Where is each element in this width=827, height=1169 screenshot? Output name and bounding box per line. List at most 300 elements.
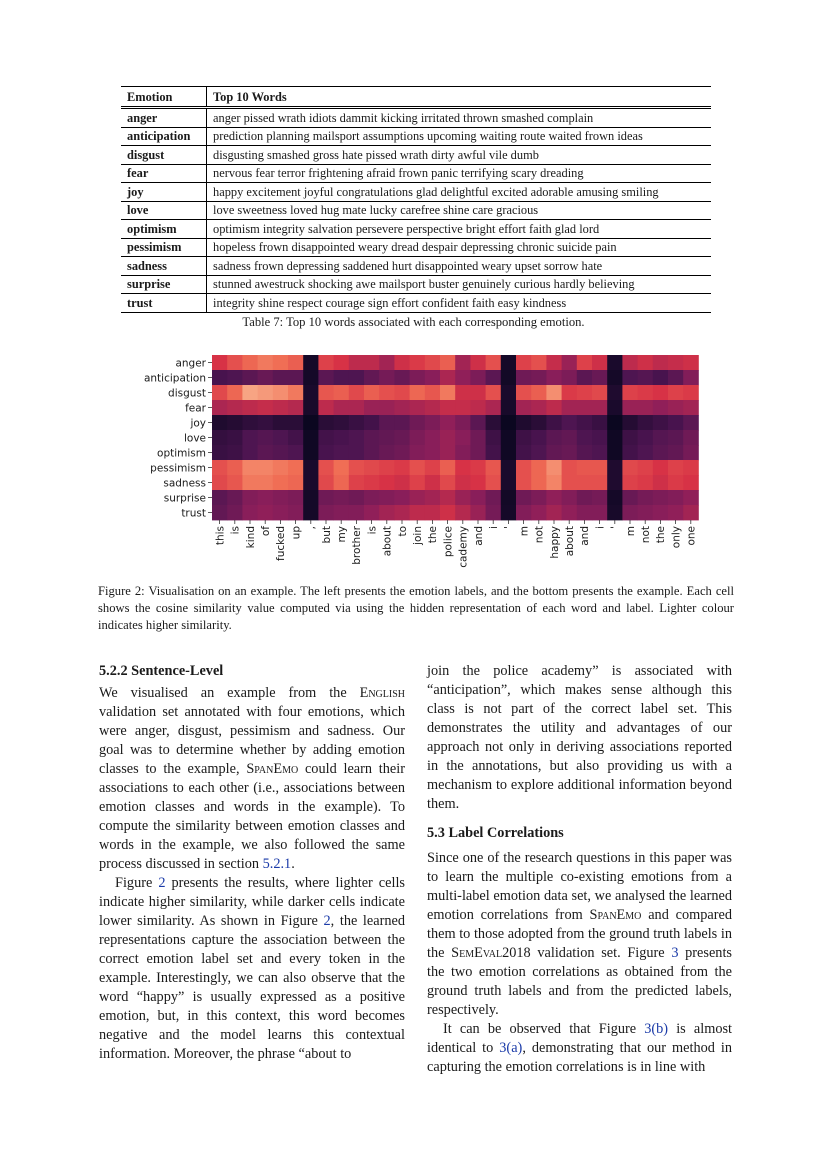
heatmap-cell — [622, 430, 638, 445]
heatmap-cell — [562, 475, 578, 490]
table-row — [121, 164, 711, 183]
heatmap-cell — [638, 355, 654, 370]
x-tick-label: ' — [609, 526, 622, 529]
x-tick-label: one — [685, 526, 698, 546]
heatmap-cell — [455, 415, 471, 430]
heatmap-cell — [501, 475, 517, 490]
figure-link[interactable]: 3(a) — [499, 1040, 523, 1056]
heatmap-cell — [242, 445, 258, 460]
heatmap-cell — [318, 370, 334, 385]
heatmap-cell — [303, 370, 319, 385]
heatmap-cell — [364, 460, 380, 475]
heatmap-cell — [318, 415, 334, 430]
heatmap-cell — [577, 475, 593, 490]
heatmap-cell — [288, 475, 304, 490]
heatmap-cell — [349, 460, 365, 475]
heatmap-cell — [379, 370, 395, 385]
heatmap-cell — [212, 490, 228, 505]
heatmap-cell — [318, 490, 334, 505]
heatmap-cell — [349, 445, 365, 460]
heatmap-cell — [516, 460, 532, 475]
heatmap-cell — [273, 490, 289, 505]
heatmap-cell — [501, 355, 517, 370]
heatmap-cell — [379, 385, 395, 400]
heatmap-cell — [440, 460, 456, 475]
heatmap-cell — [470, 505, 486, 520]
heatmap-cell — [516, 475, 532, 490]
heatmap-cell — [622, 460, 638, 475]
heatmap-cell — [470, 370, 486, 385]
x-tick-label: i — [594, 526, 607, 529]
x-tick-label: cademy — [457, 526, 470, 568]
heatmap-cell — [531, 400, 547, 415]
heatmap-cell — [653, 430, 669, 445]
heatmap-cell — [349, 385, 365, 400]
section-heading-sentence-level: 5.2.2 Sentence-Level — [99, 663, 224, 679]
heatmap-cell — [592, 430, 608, 445]
heatmap-cell — [334, 370, 350, 385]
heatmap-cell — [334, 490, 350, 505]
heatmap-cell — [531, 415, 547, 430]
heatmap-cell — [562, 460, 578, 475]
heatmap-cell — [531, 475, 547, 490]
heatmap-cell — [303, 490, 319, 505]
heatmap-cell — [638, 430, 654, 445]
heatmap-cell — [668, 370, 684, 385]
heatmap-cell — [607, 475, 623, 490]
heatmap-cell — [577, 445, 593, 460]
heatmap-cell — [622, 445, 638, 460]
heatmap-cell — [501, 445, 517, 460]
heatmap-cell — [394, 505, 410, 520]
table-row — [121, 108, 711, 128]
emotion-cell: fear — [121, 164, 207, 183]
heatmap-cell — [242, 490, 258, 505]
heatmap-cell — [455, 370, 471, 385]
x-tick-label: of — [260, 526, 272, 537]
heatmap-cell — [546, 400, 562, 415]
heatmap-cell — [440, 400, 456, 415]
heatmap-cell — [607, 415, 623, 430]
heatmap-cell — [394, 475, 410, 490]
heatmap-cell — [638, 505, 654, 520]
heatmap-cell — [425, 355, 441, 370]
heatmap-cell — [607, 370, 623, 385]
heatmap-cell — [501, 430, 517, 445]
section-link[interactable]: 5.2.1 — [262, 856, 292, 872]
heatmap-cell — [668, 415, 684, 430]
table-row — [121, 183, 711, 202]
y-tick-label: trust — [181, 507, 206, 520]
heatmap-cell — [212, 475, 228, 490]
paragraph-label-correlations-2: It can be observed that Figure 3(b) is almost identical to 3(a), demonstrating that our method in capturing the emotion correlations is in line with — [427, 1021, 733, 1075]
heatmap-cell — [486, 505, 502, 520]
heatmap-cell — [531, 430, 547, 445]
heatmap-cell — [242, 475, 258, 490]
heatmap-cell — [364, 445, 380, 460]
heatmap-cell — [638, 370, 654, 385]
x-tick-label: this — [214, 526, 227, 546]
heatmap-cell — [470, 430, 486, 445]
heatmap-cell — [562, 385, 578, 400]
heatmap-cell — [288, 445, 304, 460]
heatmap-cell — [668, 445, 684, 460]
table-row — [121, 146, 711, 165]
heatmap-cell — [668, 400, 684, 415]
top-words-cell: sadness frown depressing saddened hurt disappointed weary upset sorrow hate — [207, 257, 712, 276]
table-row — [121, 294, 711, 313]
heatmap-cell — [425, 400, 441, 415]
heatmap-cell — [410, 505, 426, 520]
heatmap-cell — [546, 460, 562, 475]
emotion-cell: trust — [121, 294, 207, 313]
heatmap-cell — [668, 490, 684, 505]
top-words-cell: happy excitement joyful congratulations glad delightful excited adorable amusing smiling — [207, 183, 712, 202]
heatmap-cell — [379, 490, 395, 505]
heatmap-cell — [227, 445, 243, 460]
heatmap-cell — [258, 430, 274, 445]
heatmap-cell — [470, 445, 486, 460]
left-column — [99, 662, 405, 1064]
paragraph-continuation: join the police academy” is associated with “anticipation”, which makes sense although this class is not part of the correct label set. This demonstrates the utility and advantages of our approach not only in deriving associations reported in the annotations, but also providing us with a mechanism to explore additional information beyond them. — [427, 663, 732, 812]
table-row — [121, 238, 711, 257]
heatmap-cell — [531, 505, 547, 520]
heatmap-cell — [349, 415, 365, 430]
heatmap-cell — [577, 370, 593, 385]
heatmap-cell — [592, 415, 608, 430]
figure-link[interactable]: 3(b) — [644, 1021, 669, 1037]
heatmap-cell — [425, 475, 441, 490]
heatmap-cell — [394, 445, 410, 460]
heatmap-cell — [410, 400, 426, 415]
heatmap-cell — [501, 490, 517, 505]
emotion-cell: love — [121, 201, 207, 220]
heatmap-cell — [668, 430, 684, 445]
heatmap-cell — [303, 355, 319, 370]
heatmap-cell — [577, 400, 593, 415]
heatmap-cell — [486, 460, 502, 475]
heatmap-cell — [318, 460, 334, 475]
heatmap-cell — [318, 430, 334, 445]
x-tick-label: my — [336, 526, 348, 543]
heatmap-cell — [455, 385, 471, 400]
heatmap-cell — [577, 460, 593, 475]
heatmap-cell — [653, 490, 669, 505]
heatmap-cell — [638, 445, 654, 460]
heatmap-cell — [668, 505, 684, 520]
heatmap-cell — [501, 400, 517, 415]
similarity-heatmap — [0, 348, 827, 570]
heatmap-cell — [334, 355, 350, 370]
heatmap-cell — [622, 505, 638, 520]
heatmap-cell — [349, 370, 365, 385]
heatmap-cell — [638, 415, 654, 430]
heatmap-cell — [242, 355, 258, 370]
heatmap-cell — [410, 460, 426, 475]
heatmap-cell — [501, 460, 517, 475]
x-tick-label: , — [305, 526, 318, 530]
heatmap-cell — [212, 355, 228, 370]
heatmap-cell — [425, 490, 441, 505]
heatmap-cell — [607, 400, 623, 415]
heatmap-cell — [258, 415, 274, 430]
heatmap-cell — [470, 475, 486, 490]
table-row — [121, 257, 711, 276]
heatmap-cell — [546, 415, 562, 430]
heatmap-cell — [227, 430, 243, 445]
heatmap-cell — [394, 460, 410, 475]
heatmap-cell — [425, 385, 441, 400]
heatmap-cell — [258, 355, 274, 370]
heatmap-cell — [425, 460, 441, 475]
x-tick-label: the — [655, 526, 668, 544]
heatmap-cell — [303, 430, 319, 445]
x-tick-label: only — [670, 526, 683, 549]
heatmap-cell — [683, 445, 699, 460]
heatmap-cell — [470, 355, 486, 370]
heatmap-cell — [638, 400, 654, 415]
heatmap-cell — [577, 355, 593, 370]
heatmap-cell — [546, 490, 562, 505]
top-words-cell: optimism integrity salvation persevere perspective bright effort faith glad lord — [207, 220, 712, 239]
top-words-cell: prediction planning mailsport assumptions upcoming waiting route waited frown ideas — [207, 127, 712, 146]
heatmap-cell — [562, 490, 578, 505]
heatmap-cell — [379, 355, 395, 370]
heatmap-cell — [364, 385, 380, 400]
top-words-cell: hopeless frown disappointed weary dread despair depressing chronic suicide pain — [207, 238, 712, 257]
heatmap-cell — [410, 385, 426, 400]
heatmap-cell — [273, 355, 289, 370]
x-tick-label: fucked — [275, 526, 288, 561]
emotion-cell: optimism — [121, 220, 207, 239]
heatmap-cell — [288, 385, 304, 400]
heatmap-cell — [638, 460, 654, 475]
heatmap-cell — [227, 415, 243, 430]
y-tick-label: disgust — [168, 387, 206, 400]
heatmap-cell — [455, 445, 471, 460]
heatmap-cell — [622, 385, 638, 400]
heatmap-cell — [227, 370, 243, 385]
x-tick-label: and — [579, 526, 592, 546]
heatmap-cell — [334, 430, 350, 445]
heatmap-cell — [394, 415, 410, 430]
heatmap-cell — [486, 475, 502, 490]
x-tick-label: the — [427, 526, 440, 544]
heatmap-cell — [242, 430, 258, 445]
heatmap-cell — [562, 370, 578, 385]
table-row — [121, 127, 711, 146]
emotion-cell: anticipation — [121, 127, 207, 146]
heatmap-cell — [607, 490, 623, 505]
x-tick-label: and — [472, 526, 485, 546]
heatmap-cell — [470, 415, 486, 430]
heatmap-cell — [318, 475, 334, 490]
heatmap-cell — [212, 460, 228, 475]
emotion-cell: disgust — [121, 146, 207, 165]
top-words-cell: integrity shine respect courage sign effort confident faith easy kindness — [207, 294, 712, 313]
heatmap-cell — [592, 400, 608, 415]
heatmap-cell — [303, 400, 319, 415]
heatmap-cell — [425, 505, 441, 520]
heatmap-cell — [592, 460, 608, 475]
heatmap-cell — [516, 430, 532, 445]
heatmap-cell — [410, 475, 426, 490]
heatmap-cell — [455, 460, 471, 475]
heatmap-cell — [622, 370, 638, 385]
heatmap-cell — [622, 355, 638, 370]
heatmap-cell — [258, 400, 274, 415]
emotion-cell: anger — [121, 108, 207, 128]
heatmap-cell — [486, 400, 502, 415]
paragraph-sentence-level-1: We visualised an example from the English validation set annotated with four emotions, which were anger, disgust, pessimism and sadness. Our goal was to determine whether by adding emotion classes to the example, SpanEmo could learn their associations to each other (i.e., associations between emotion classes and words in the example). To compute the similarity between emotion classes and words in the example, we also followed the same process discussed in section 5.2.1. — [99, 685, 405, 872]
heatmap-cell — [653, 475, 669, 490]
heatmap-cell — [486, 490, 502, 505]
heatmap-cell — [653, 445, 669, 460]
heatmap-cell — [577, 505, 593, 520]
table-caption: Table 7: Top 10 words associated with each corresponding emotion. — [242, 315, 585, 329]
heatmap-cell — [212, 400, 228, 415]
heatmap-cell — [546, 505, 562, 520]
heatmap-cell — [653, 505, 669, 520]
top-words-cell: anger pissed wrath idiots dammit kicking irritated thrown smashed complain — [207, 108, 712, 128]
heatmap-cell — [501, 505, 517, 520]
y-tick-label: joy — [190, 417, 206, 430]
heatmap-cell — [516, 385, 532, 400]
heatmap-cell — [622, 490, 638, 505]
heatmap-cell — [334, 445, 350, 460]
heatmap-cell — [516, 355, 532, 370]
heatmap-cell — [379, 400, 395, 415]
heatmap-cell — [410, 370, 426, 385]
heatmap-cell — [653, 400, 669, 415]
x-tick-label: but — [320, 526, 333, 544]
heatmap-cell — [683, 430, 699, 445]
heatmap-cell — [349, 355, 365, 370]
heatmap-cell — [531, 460, 547, 475]
y-tick-label: fear — [185, 402, 206, 415]
x-tick-label: join — [412, 526, 424, 545]
heatmap-cell — [501, 415, 517, 430]
heatmap-cell — [364, 430, 380, 445]
heatmap-cell — [486, 370, 502, 385]
heatmap-cell — [303, 460, 319, 475]
heatmap-cell — [273, 505, 289, 520]
heatmap-cell — [303, 415, 319, 430]
x-tick-label: is — [229, 526, 242, 535]
heatmap-cell — [592, 445, 608, 460]
heatmap-cell — [242, 460, 258, 475]
heatmap-cell — [273, 400, 289, 415]
x-tick-label: not — [533, 526, 546, 544]
heatmap-cell — [212, 445, 228, 460]
heatmap-cell — [607, 430, 623, 445]
heatmap-cell — [273, 370, 289, 385]
heatmap-cell — [516, 400, 532, 415]
heatmap-cell — [288, 370, 304, 385]
heatmap-cell — [258, 475, 274, 490]
heatmap-cell — [546, 430, 562, 445]
x-tick-label: i — [488, 526, 500, 529]
heatmap-cell — [516, 415, 532, 430]
heatmap-cell — [638, 475, 654, 490]
heatmap-cell — [622, 400, 638, 415]
heatmap-cell — [303, 505, 319, 520]
heatmap-cell — [349, 400, 365, 415]
heatmap-cell — [364, 370, 380, 385]
figure-link[interactable]: 2 — [158, 875, 166, 891]
heatmap-cell — [288, 460, 304, 475]
heatmap-cell — [273, 430, 289, 445]
heatmap-cell — [212, 385, 228, 400]
y-tick-label: surprise — [163, 492, 206, 505]
heatmap-cell — [425, 415, 441, 430]
heatmap-cell — [227, 505, 243, 520]
heatmap-cell — [440, 490, 456, 505]
x-tick-label: about — [564, 526, 576, 557]
heatmap-cell — [470, 385, 486, 400]
heatmap-cell — [440, 505, 456, 520]
figure-caption: Figure 2: Visualisation on an example. The left presents the emotion labels, and the bottom presents the example. Each cell shows the cosine similarity value computed via using the hidden representation of each word and label. Lighter colour indicates higher similarity. — [98, 584, 734, 632]
heatmap-cell — [349, 490, 365, 505]
heatmap-cell — [486, 430, 502, 445]
heatmap-cell — [562, 505, 578, 520]
heatmap-cell — [242, 505, 258, 520]
heatmap-cell — [258, 385, 274, 400]
top-words-cell: disgusting smashed gross hate pissed wrath dirty awful vile dumb — [207, 146, 712, 165]
heatmap-cell — [577, 415, 593, 430]
emotion-cell: joy — [121, 183, 207, 202]
heatmap-cell — [668, 460, 684, 475]
heatmap-cell — [486, 415, 502, 430]
heatmap-cell — [683, 505, 699, 520]
heatmap-cell — [379, 460, 395, 475]
figure-link[interactable]: 3 — [671, 945, 679, 961]
heatmap-cell — [258, 490, 274, 505]
heatmap-cell — [440, 415, 456, 430]
heatmap-cell — [212, 430, 228, 445]
right-column — [427, 662, 732, 1077]
heatmap-cell — [288, 490, 304, 505]
heatmap-cell — [592, 490, 608, 505]
heatmap-cell — [653, 415, 669, 430]
heatmap-cell — [455, 355, 471, 370]
heatmap-cell — [531, 370, 547, 385]
figure-link[interactable]: 2 — [323, 913, 331, 929]
heatmap-cell — [334, 505, 350, 520]
heatmap-cell — [546, 370, 562, 385]
heatmap-cell — [592, 370, 608, 385]
heatmap-cell — [364, 400, 380, 415]
heatmap-cell — [273, 445, 289, 460]
heatmap-cell — [364, 505, 380, 520]
heatmap-cell — [273, 385, 289, 400]
heatmap-cell — [379, 445, 395, 460]
heatmap-cell — [531, 490, 547, 505]
heatmap-cell — [349, 475, 365, 490]
heatmap-cell — [592, 505, 608, 520]
heatmap-cell — [668, 355, 684, 370]
heatmap-cell — [683, 355, 699, 370]
heatmap-cell — [455, 430, 471, 445]
heatmap-cell — [425, 430, 441, 445]
heatmap-cell — [440, 430, 456, 445]
heatmap-cell — [212, 505, 228, 520]
heatmap-cell — [592, 385, 608, 400]
heatmap-cell — [242, 400, 258, 415]
paragraph-sentence-level-2: Figure 2 presents the results, where lighter cells indicate higher similarity, while darker cells indicate lower similarity. As shown in Figure 2, the learned representations capture the association between the correct emotion label set and every token in the example. Interestingly, we can also observe that the word “happy” is usually expressed as a positive emotion, but, in this context, this word becomes negative and the model learns this contextual information. Moreover, the phrase “about to — [99, 875, 405, 1062]
x-tick-label: m — [624, 526, 637, 537]
heatmap-cell — [394, 385, 410, 400]
